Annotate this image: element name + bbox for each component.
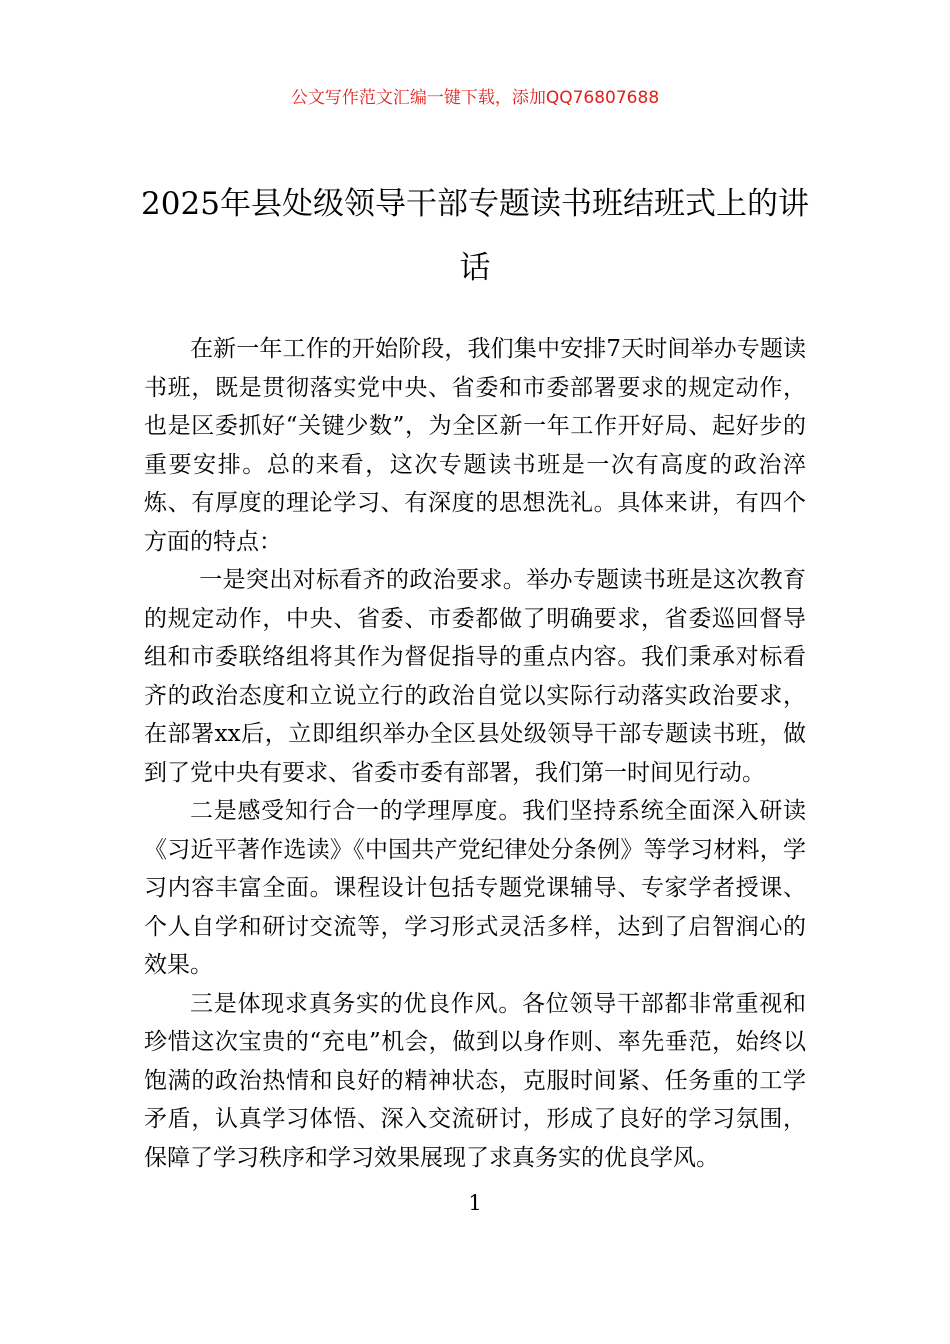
paragraph-point-1: 一是突出对标看齐的政治要求。举办专题读书班是这次教育的规定动作，中央、省委、市委都做了明确要求，省委巡回督导组和市委联络组将其作为督促指导的重点内容。我们秉承对标看齐的政治态度和立说立行的政治自觉以实际行动落实政治要求，在部署xx后，立即组织举办全区县处级领导干部专题读书班，做到了党中央有要求、省委市委有部署，我们第一时间见行动。 xyxy=(144,567,806,786)
document-title: 2025年县处级领导干部专题读书班结班式上的讲话 xyxy=(141,186,809,286)
paragraph-intro: 在新一年工作的开始阶段，我们集中安排7天时间举办专题读书班，既是贯彻落实党中央、省委和市委部署要求的规定动作，也是区委抓好“关键少数”，为全区新一年工作开好局、起好步的重要安排。总的来看，这次专题读书班是一次有高度的政治淬炼、有厚度的理论学习、有深度的思想洗礼。具体来讲，有四个方面的特点： xyxy=(144,336,806,555)
paragraph-point-2: 二是感受知行合一的学理厚度。我们坚持系统全面深入研读《习近平著作选读》《中国共产党纪律处分条例》等学习材料，学习内容丰富全面。课程设计包括专题党课辅导、专家学者授课、个人自学和研讨交流等，学习形式灵活多样，达到了启智润心的效果。 xyxy=(144,798,806,978)
paragraph-point-3: 三是体现求真务实的优良作风。各位领导干部都非常重视和珍惜这次宝贵的“充电”机会，做到以身作则、率先垂范，始终以饱满的政治热情和良好的精神状态，克服时间紧、任务重的工学矛盾，认真学习体悟、深入交流研讨，形成了良好的学习氛围，保障了学习秩序和学习效果展现了求真务实的优良学风。 xyxy=(144,990,806,1171)
document-body xyxy=(144,330,806,1177)
page-number: 1 xyxy=(468,1191,482,1215)
header-note: 公文写作范文汇编一键下载，添加QQ76807688 xyxy=(290,88,660,108)
